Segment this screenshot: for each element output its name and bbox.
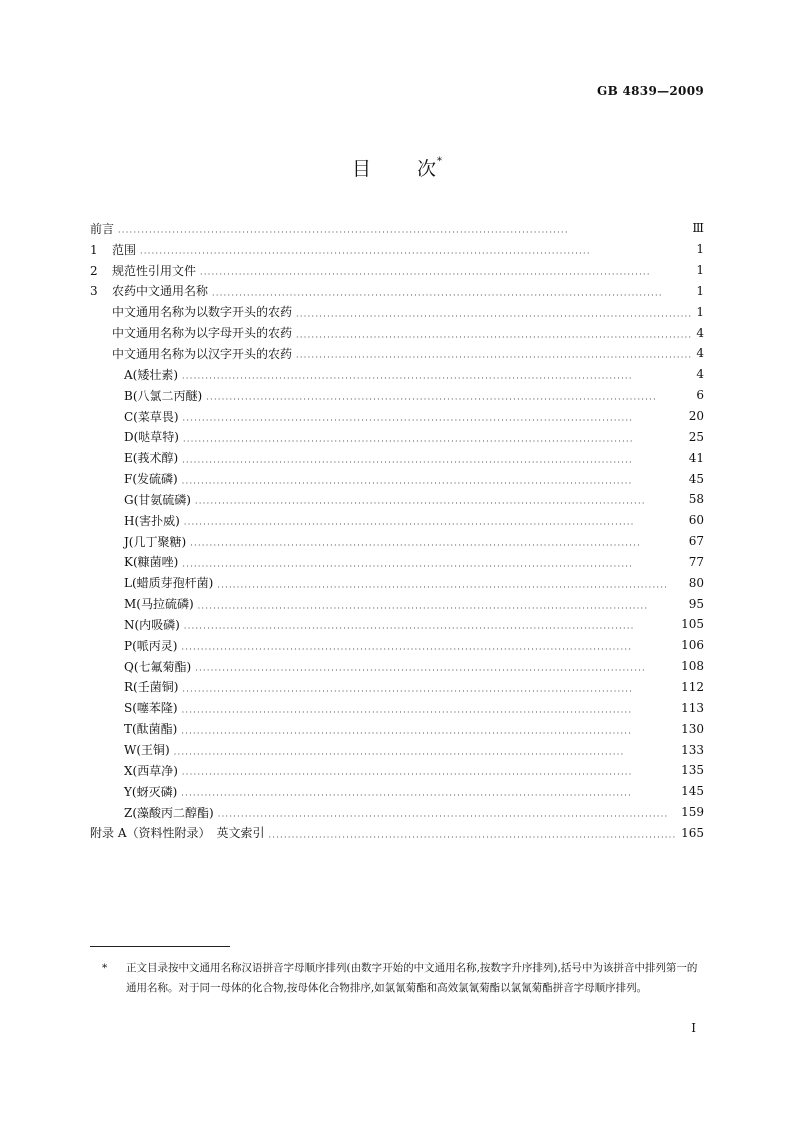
toc-entry-label (124, 637, 177, 654)
toc-entry-title: L(蜡质芽孢杆菌) (124, 576, 214, 591)
toc-entry[interactable] (90, 718, 704, 739)
standard-code: GB 4839—2009 (597, 84, 704, 98)
title-part-1: 目 (351, 158, 371, 180)
toc-entry-page: 133 (681, 742, 704, 757)
toc-entry-page: 20 (688, 409, 704, 424)
toc-entry-page: 95 (688, 596, 704, 611)
toc-entry[interactable] (90, 614, 704, 635)
toc-entry-label (124, 804, 214, 821)
dot-leader (181, 787, 677, 799)
toc-entry[interactable] (90, 343, 704, 364)
title-part-2: 次 (417, 158, 437, 180)
toc-entry-label (124, 574, 213, 591)
toc-entry-label (124, 678, 178, 695)
toc-entry-title: C(菜草畏) (124, 409, 179, 424)
toc-entry-title: K(糠菌唑) (124, 555, 179, 570)
dot-leader (181, 641, 677, 653)
toc-entry[interactable] (90, 760, 704, 781)
toc-entry-page: 106 (681, 638, 704, 653)
toc-entry-page: 41 (688, 450, 704, 465)
toc-entry[interactable] (90, 531, 704, 552)
toc-entry-number: 1 (90, 242, 98, 257)
toc-entry[interactable] (90, 281, 704, 302)
toc-entry-page: 80 (688, 575, 704, 590)
toc-entry-page: 135 (681, 763, 704, 778)
dot-leader (184, 516, 685, 528)
toc-entry-label (112, 345, 292, 362)
dot-leader (183, 433, 685, 445)
toc-entry-title: 范围 (112, 242, 137, 257)
dot-leader (195, 495, 685, 507)
toc-entry-page: 4 (696, 367, 704, 382)
toc-entry-title: Y(蚜灭磷) (124, 784, 178, 799)
toc-entry[interactable] (90, 385, 704, 406)
footnote-text: 正文目录按中文通用名称汉语拼音字母顺序排列(由数字开始的中文通用名称,按数字升序排列),括号中为该拼音中排列第一的通用名称。对于同一母体的化合物,按母体化合物排序,如氯氰菊酯和高效氯氰菊酯以氯氰菊酯拼音字母顺序排列。 (126, 962, 698, 994)
toc-entry-label (124, 512, 180, 529)
toc-entry-title: 农药中文通用名称 (112, 284, 209, 299)
toc-entry-page: 1 (696, 242, 704, 257)
toc-entry-title: 规范性引用文件 (112, 263, 197, 278)
dot-leader (268, 829, 677, 841)
toc-entry[interactable] (90, 322, 704, 343)
toc-entry[interactable] (90, 468, 704, 489)
toc-entry-label (124, 533, 186, 550)
toc-entry-title: 附录 A（资料性附录） 英文索引 (90, 826, 265, 841)
toc-entry-page: 77 (688, 554, 704, 569)
toc-entry-title: W(王铜) (124, 743, 170, 758)
toc-entry-page: 25 (688, 429, 704, 444)
dot-leader (118, 224, 688, 236)
toc-entry-page: 67 (688, 534, 704, 549)
dot-leader (182, 558, 684, 570)
dot-leader (198, 600, 685, 612)
dot-leader (182, 475, 685, 487)
toc-entry-number: 2 (90, 263, 98, 278)
dot-leader (190, 537, 685, 549)
toc-entry[interactable] (90, 552, 704, 573)
dot-leader (218, 808, 677, 820)
table-of-contents (90, 218, 704, 843)
page-title (0, 154, 794, 181)
toc-entry-page: 4 (696, 346, 704, 361)
toc-entry-page: 112 (681, 679, 704, 694)
footnote (102, 958, 706, 998)
dot-leader (195, 662, 677, 674)
toc-entry-label (124, 428, 179, 445)
dot-leader (296, 349, 692, 361)
toc-entry-label (124, 553, 178, 570)
dot-leader (182, 683, 677, 695)
toc-entry[interactable] (90, 239, 704, 260)
toc-entry-title: 中文通用名称为以数字开头的农药 (112, 305, 293, 320)
toc-entry-page: 165 (681, 825, 704, 840)
dot-leader (174, 746, 677, 758)
toc-entry[interactable] (90, 697, 704, 718)
toc-entry-label (90, 824, 264, 841)
toc-entry-title: 前言 (90, 221, 115, 236)
toc-entry[interactable] (90, 364, 704, 385)
page-number: I (691, 1021, 696, 1035)
dot-leader (184, 620, 677, 632)
title-footnote-mark: * (437, 155, 443, 167)
toc-entry-label (90, 241, 136, 258)
toc-entry[interactable] (90, 510, 704, 531)
dot-leader (181, 725, 677, 737)
toc-entry-title: D(哒草特) (124, 430, 179, 445)
toc-entry[interactable] (90, 301, 704, 322)
toc-entry-title: H(害扑威) (124, 513, 180, 528)
toc-entry-label (124, 491, 191, 508)
toc-entry-page: 159 (681, 805, 704, 820)
toc-entry-label (124, 741, 170, 758)
toc-entry[interactable] (90, 739, 704, 760)
dot-leader (296, 308, 692, 320)
toc-entry-page: 108 (681, 659, 704, 674)
toc-entry-label (124, 595, 194, 612)
toc-entry-label (124, 408, 179, 425)
dot-leader (182, 704, 678, 716)
toc-entry-label (124, 366, 178, 383)
toc-entry-page: 58 (688, 492, 704, 507)
toc-entry-page: 130 (681, 721, 704, 736)
toc-entry[interactable] (90, 656, 704, 677)
dot-leader (206, 391, 692, 403)
toc-entry-label (124, 783, 177, 800)
toc-entry-label (124, 449, 178, 466)
toc-entry-page: 60 (688, 513, 704, 528)
toc-entry-title: Q(七氟菊酯) (124, 659, 192, 674)
toc-entry-page: Ⅲ (692, 221, 704, 236)
toc-entry-page: 45 (688, 471, 704, 486)
toc-entry-title: G(甘氨硫磷) (124, 492, 191, 507)
toc-entry-title: Z(藻酸丙二醇酯) (124, 805, 214, 820)
dot-leader (182, 454, 685, 466)
toc-entry[interactable] (90, 781, 704, 802)
toc-entry-title: F(发硫磷) (124, 472, 178, 487)
toc-entry-title: 中文通用名称为以汉字开头的农药 (112, 346, 293, 361)
toc-entry-page: 1 (696, 263, 704, 278)
toc-entry-label (124, 762, 178, 779)
toc-entry-title: 中文通用名称为以字母开头的农药 (112, 326, 293, 341)
toc-entry-title: B(八氯二丙醚) (124, 388, 203, 403)
toc-entry-label (112, 324, 292, 341)
toc-entry[interactable] (90, 593, 704, 614)
toc-entry-page: 1 (696, 304, 704, 319)
toc-entry[interactable] (90, 260, 704, 281)
toc-entry-label (90, 282, 208, 299)
toc-entry[interactable] (90, 447, 704, 468)
toc-entry-label (90, 220, 114, 237)
toc-entry-title: P(哌丙灵) (124, 638, 178, 653)
dot-leader (182, 370, 692, 382)
toc-entry-label (124, 616, 180, 633)
toc-entry-page: 145 (681, 784, 704, 799)
toc-entry-page: 6 (696, 388, 704, 403)
dot-leader (140, 245, 692, 257)
toc-entry-label (90, 262, 196, 279)
toc-entry-page: 105 (681, 617, 704, 632)
toc-entry-page: 1 (696, 283, 704, 298)
toc-entry[interactable] (90, 489, 704, 510)
toc-entry-title: M(马拉硫磷) (124, 597, 194, 612)
toc-entry-title: A(矮壮素) (124, 367, 179, 382)
toc-entry-label (124, 470, 178, 487)
toc-entry[interactable] (90, 406, 704, 427)
footnote-mark: * (102, 962, 108, 974)
dot-leader (212, 287, 692, 299)
toc-entry-number: 3 (90, 284, 98, 299)
toc-entry-page: 4 (696, 325, 704, 340)
dot-leader (183, 412, 685, 424)
toc-entry-page: 113 (681, 700, 704, 715)
toc-entry-title: N(内吸磷) (124, 617, 180, 632)
toc-entry-label (124, 720, 177, 737)
toc-entry-title: J(几丁聚糖) (124, 534, 187, 549)
dot-leader (296, 329, 692, 341)
toc-entry[interactable] (90, 572, 704, 593)
toc-entry-label (124, 387, 202, 404)
toc-entry[interactable] (90, 677, 704, 698)
footnote-rule (90, 946, 230, 947)
toc-entry-title: S(噻苯隆) (124, 701, 178, 716)
toc-entry[interactable] (90, 218, 704, 239)
toc-entry-title: T(酞菌酯) (124, 722, 178, 737)
toc-entry-title: E(莪术醇) (124, 451, 179, 466)
toc-entry[interactable] (90, 426, 704, 447)
toc-entry[interactable] (90, 802, 704, 823)
toc-entry-title: X(西草净) (124, 763, 178, 778)
toc-entry-label (124, 699, 178, 716)
dot-leader (182, 766, 677, 778)
dot-leader (200, 266, 692, 278)
dot-leader (217, 579, 684, 591)
toc-entry-label (124, 658, 191, 675)
toc-entry-title: R(壬菌铜) (124, 680, 179, 695)
toc-entry[interactable] (90, 635, 704, 656)
toc-entry-label (112, 303, 292, 320)
toc-entry[interactable] (90, 822, 704, 843)
